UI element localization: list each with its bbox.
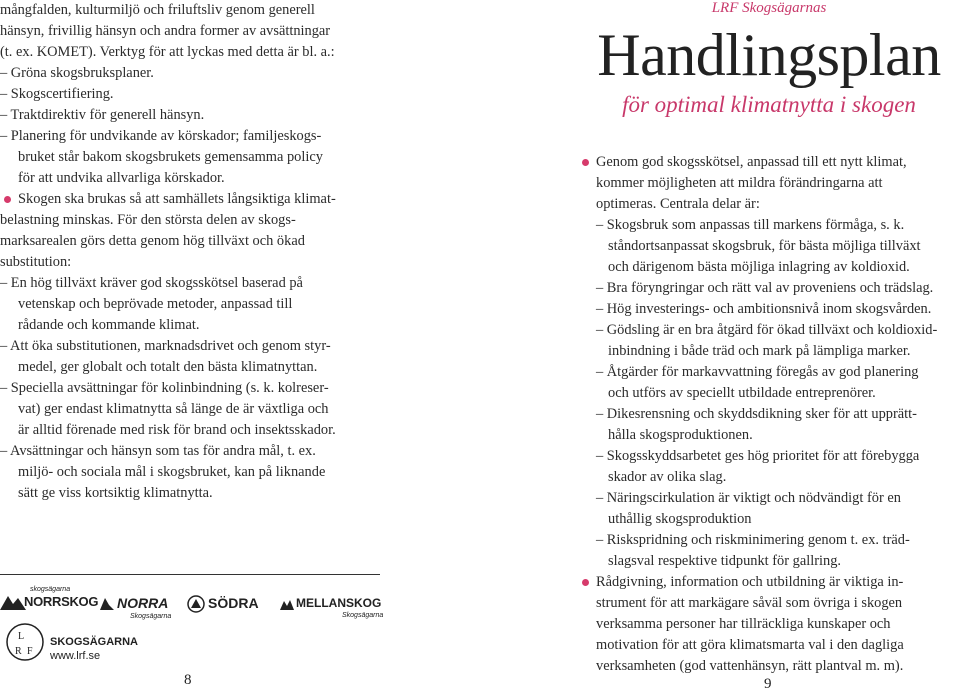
right-text-line: slagsval respektive tidpunkt för gallring. [608, 553, 841, 569]
right-text-line: – Skogsbruk som anpassas till markens förmåga, s. k. [596, 217, 905, 233]
right-text-line: uthållig skogsproduktion [608, 511, 752, 527]
lrf-url: www.lrf.se [50, 650, 101, 662]
right-text-line: motivation för att göra klimatsmarta val i den dagliga [596, 637, 904, 653]
norrskog-icon [0, 594, 26, 610]
left-text-line: marksarealen görs detta genom hög tillväxt och ökad [0, 233, 305, 249]
right-text-line: och utförs av speciellt utbildade entreprenörer. [608, 385, 876, 401]
left-text-line: miljö- och sociala mål i skogsbruket, kan på liknande [18, 464, 326, 480]
bullet-icon [582, 159, 589, 166]
left-text-line: belastning minskas. För den största delen av skogs- [0, 212, 296, 228]
right-text-line: hålla skogsproduktionen. [608, 427, 753, 443]
right-text-line: – Gödsling är en bra åtgärd för ökad tillväxt och koldioxid- [596, 322, 938, 338]
mellanskog-icon [280, 598, 294, 610]
sodra-icon [187, 595, 205, 613]
logo-row [0, 586, 384, 626]
logo-divider [0, 574, 380, 575]
norra-logo: NORRA [117, 595, 169, 611]
right-text-line: verksamheten (god vattenhänsyn, rätt plantval m. m). [596, 658, 904, 674]
left-text-line: (t. ex. KOMET). Verktyg för att lyckas med detta är bl. a.: [0, 44, 335, 60]
norrskog-tagline: skogsägarna [30, 586, 71, 593]
right-text-line: Rådgivning, information och utbildning är viktiga in- [596, 574, 904, 590]
left-text-line: bruket står bakom skogsbrukets gemensamma policy [18, 149, 323, 165]
bullet-icon [582, 579, 589, 586]
right-text-line: – Näringscirkulation är viktigt och nödvändigt för en [596, 490, 901, 506]
right-text-line: optimeras. Centrala delar är: [596, 196, 760, 212]
bullet-icon [4, 196, 11, 203]
right-text-line: verksamma personer har tillräckliga kunskaper och [596, 616, 891, 632]
mellanskog-tagline: Skogsägarna [342, 612, 384, 619]
right-text-line: skador av olika slag. [608, 469, 727, 485]
left-text-line: – Planering för undvikande av körskador; familjeskogs- [0, 128, 322, 144]
page-number-left: 8 [184, 672, 192, 688]
lrf-logo-icon [5, 622, 45, 662]
left-text-line: för att undvika allvarliga körskador. [18, 170, 225, 186]
right-text-line: ståndortsanpassat skogsbruk, för bästa möjliga tillväxt [608, 238, 921, 254]
right-text-line: kommer möjligheten att mildra förändringarna att [596, 175, 883, 191]
left-text-line: sätt ge viss kortsiktig klimatnytta. [18, 485, 213, 501]
page-subtitle: för optimal klimatnytta i skogen [622, 92, 916, 117]
lrf-mark-letter-r: R [15, 646, 22, 657]
lrf-name: SKOGSÄGARNA [50, 636, 139, 648]
left-text-line: vat) ger endast klimatnytta så länge de är växtliga och [18, 401, 329, 417]
left-text-line: vetenskap och beprövade metoder, anpassad till [18, 296, 293, 312]
left-text-line: – En hög tillväxt kräver god skogsskötsel baserad på [0, 275, 303, 291]
left-text-line: – Traktdirektiv för generell hänsyn. [0, 107, 205, 123]
page-number-right: 9 [764, 676, 772, 692]
right-text-line: och därigenom bästa möjliga inlagring av koldioxid. [608, 259, 910, 275]
right-text-line: – Skogsskyddsarbetet ges hög prioritet för att förebygga [596, 448, 920, 464]
left-text-line: – Speciella avsättningar för kolinbindning (s. k. kolreser- [0, 380, 329, 396]
left-text-line: är alltid förenade med risk för brand och insektsskador. [18, 422, 336, 438]
right-text-line: – Åtgärder för markavvattning föregås av god planering [596, 364, 919, 380]
lrf-mark-letter-f: F [27, 646, 33, 657]
right-text-line: strument för att markägare såväl som övriga i skogen [596, 595, 903, 611]
left-text-line: rådande och kommande klimat. [18, 317, 200, 333]
right-text-line: Genom god skogsskötsel, anpassad till ett nytt klimat, [596, 154, 907, 170]
left-text-line: medel, ger globalt och totalt den bästa klimatnyttan. [18, 359, 318, 375]
page-title: Handlingsplan [597, 22, 941, 88]
sodra-logo: SÖDRA [208, 595, 259, 611]
left-text-line: – Att öka substitutionen, marknadsdrivet och genom styr- [0, 338, 331, 354]
right-text-line: – Riskspridning och riskminimering genom t. ex. träd- [596, 532, 910, 548]
left-text-line: – Gröna skogsbruksplaner. [0, 65, 154, 81]
left-text-line: Skogen ska brukas så att samhällets långsiktiga klimat- [18, 191, 336, 207]
left-text-line: mångfalden, kulturmiljö och friluftsliv genom generell [0, 2, 315, 18]
right-text-line: inbindning i både träd och mark på lämpliga marker. [608, 343, 911, 359]
right-text-line: – Hög investerings- och ambitionsnivå inom skogsvården. [596, 301, 932, 317]
norra-tagline: Skogsägarna [130, 613, 172, 620]
left-text-line: – Avsättningar och hänsyn som tas för andra mål, t. ex. [0, 443, 316, 459]
left-text-line: substitution: [0, 254, 72, 270]
mellanskog-logo: MELLANSKOG [296, 596, 382, 610]
lrf-mark-letter-l: L [18, 631, 25, 642]
right-text-line: – Bra föryngringar och rätt val av proveniens och trädslag. [596, 280, 934, 296]
right-text-line: – Dikesrensning och skyddsdikning sker för att upprätt- [596, 406, 917, 422]
norrskog-logo: NORRSKOG [24, 594, 99, 609]
left-text-line: hänsyn, frivillig hänsyn och andra former av avsättningar [0, 23, 331, 39]
norra-icon [100, 598, 114, 610]
left-text-line: – Skogscertifiering. [0, 86, 114, 102]
brand-label: LRF Skogsägarnas [711, 0, 827, 16]
